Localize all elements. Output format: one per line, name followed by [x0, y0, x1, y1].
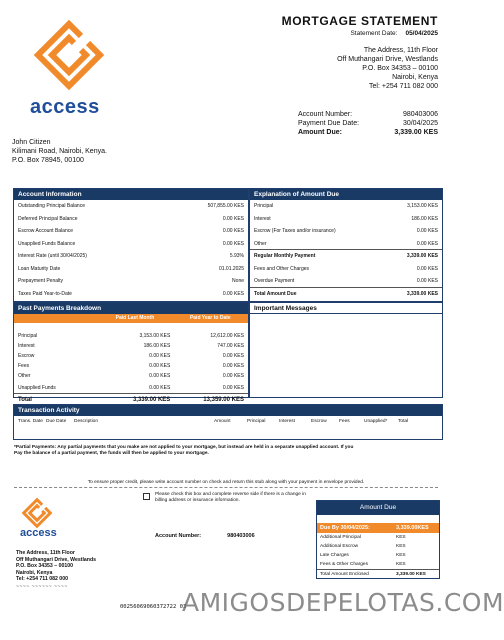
- past-payment-row: [14, 341, 248, 351]
- account-info-row: [14, 213, 248, 226]
- account-info-row: [14, 288, 248, 301]
- stub-total-row: [317, 569, 439, 578]
- account-info-row: [14, 275, 248, 288]
- col-amount: Amount: [214, 419, 231, 424]
- col-fees: Fees: [339, 419, 350, 424]
- past-payments-panel: [13, 302, 249, 403]
- access-logo-icon: [34, 20, 104, 90]
- address-change-checkbox[interactable]: [143, 493, 150, 500]
- past-payment-row: [14, 371, 248, 381]
- partial-payment-note-bold: *Partial Payments: Any partial payments that you make are not applied to your mortgage, but instead are held in a separate unapplied account. If you: [14, 445, 354, 450]
- account-info-row: [14, 238, 248, 251]
- explanation-row-value: 0.00 KES: [416, 240, 438, 247]
- explanation-row-label: Escrow (For Taxes and/or insurance): [254, 228, 336, 234]
- explanation-row-label: Total Amount Due: [254, 290, 297, 297]
- stub-amount-row: [317, 551, 439, 560]
- important-messages-header: Important Messages: [250, 303, 442, 314]
- past-payment-ytd: 0.00 KES: [222, 385, 244, 391]
- stub-amount-input[interactable]: KES: [396, 553, 406, 558]
- past-payment-row: [14, 351, 248, 361]
- past-payment-last: 0.00 KES: [149, 373, 171, 379]
- explanation-row-value: 3,339.00 KES: [406, 253, 438, 259]
- past-payments-header: Past Payments Breakdown: [14, 303, 248, 314]
- account-information-rows: [14, 200, 248, 300]
- watermark-text: AMIGOSDEPELOTAS.COM: [182, 588, 504, 617]
- stub-amount-label: Additional Escrow: [320, 544, 359, 549]
- col-trans-date: Trans. Date: [18, 419, 43, 424]
- explanation-row: [250, 213, 442, 226]
- past-payment-label: Escrow: [18, 353, 35, 359]
- due-by-label: Due By 30/04/2025:: [320, 525, 370, 531]
- col-unapplied: Unapplied*: [364, 419, 388, 424]
- customer-name: John Citizen: [12, 139, 51, 146]
- explanation-row: [250, 263, 442, 276]
- past-payment-last: 0.00 KES: [149, 385, 171, 391]
- total-last-month: 3,339.00 KES: [132, 397, 171, 403]
- past-payment-ytd: 0.00 KES: [222, 373, 244, 379]
- past-payment-ytd: 12,612.00 KES: [210, 333, 244, 339]
- stub-amount-input[interactable]: KES: [396, 535, 406, 540]
- account-info-row-value: 01.01.2025: [218, 265, 244, 272]
- statement-date-value: 05/04/2025: [405, 30, 438, 37]
- partial-payment-note: [14, 445, 440, 457]
- account-information-header: Account Information: [14, 189, 248, 200]
- stub-amount-input[interactable]: KES: [396, 544, 406, 549]
- explanation-row-label: Fees and Other Charges: [254, 265, 310, 272]
- past-payment-label: Unapplied Funds: [18, 385, 56, 391]
- explanation-row: [250, 288, 442, 301]
- explanation-row: [250, 275, 442, 288]
- account-info-row-label: Deferred Principal Balance: [18, 215, 78, 222]
- explanation-row: [250, 200, 442, 213]
- stub-amount-label: Additional Principal: [320, 535, 361, 540]
- past-payment-ytd: 747.00 KES: [217, 343, 244, 349]
- explanation-row: [250, 250, 442, 263]
- stub-address-line: Nairobi, Kenya: [16, 569, 53, 576]
- account-info-row-value: None: [232, 278, 244, 284]
- stub-amount-row: [317, 533, 439, 542]
- stub-address-line: The Address, 11th Floor: [16, 550, 75, 556]
- explanation-row: [250, 238, 442, 251]
- address-line: Tel: +254 711 082 000: [369, 83, 438, 90]
- stub-account-number: [155, 533, 255, 539]
- stub-amount-rows: [317, 533, 439, 569]
- amount-due-label: Amount Due:: [298, 129, 342, 136]
- stub-logo-icon: [22, 498, 52, 528]
- transaction-activity-panel: [13, 404, 443, 440]
- stub-address-line: Tel: +254 711 082 000: [16, 576, 68, 582]
- stub-amount-input[interactable]: KES: [396, 562, 406, 567]
- total-enclosed-label: Total Amount Enclosed: [320, 572, 369, 577]
- check-box-note: Please check this box and complete reverse side if there is a change in billing address or insurance information.: [155, 492, 306, 503]
- col-total: Total: [398, 419, 409, 424]
- stub-amount-label: Late Charges: [320, 553, 349, 558]
- account-number: 980403006: [402, 111, 438, 118]
- total-label: Total: [18, 397, 32, 403]
- total-year-to-date: 13,359.00 KES: [203, 397, 244, 403]
- account-info-row-label: Escrow Account Balance: [18, 228, 74, 234]
- coupon-credit-text: To ensure proper credit, please write account number on check and return this stub along with your payment in envelope provided.: [87, 480, 365, 485]
- explanation-row-label: Regular Monthly Payment: [254, 253, 316, 259]
- explanation-row-label: Interest: [254, 215, 271, 222]
- explanation-row-label: Overdue Payment: [254, 278, 295, 284]
- stub-due-by-row: [317, 523, 439, 533]
- stub-amount-label: Fees & Other Charges: [320, 562, 368, 567]
- explanation-row-value: 3,339.00 KES: [406, 290, 438, 297]
- past-payment-ytd: 0.00 KES: [222, 353, 244, 359]
- account-info-row-value: 5.93%: [229, 253, 244, 259]
- explanation-row-value: 0.00 KES: [416, 265, 438, 272]
- micr-line: 00256069060372722 03: [120, 604, 187, 610]
- account-info-row-value: 0.00 KES: [222, 290, 244, 297]
- total-enclosed-value[interactable]: 3,339.00 KES: [396, 572, 426, 577]
- payment-due-date-label: Payment Due Date:: [298, 120, 360, 127]
- col-principal: Principal: [247, 419, 266, 424]
- stub-amount-row: [317, 542, 439, 551]
- signature-scribble: ~~~~ ~~~~~~ ~~~~: [16, 584, 68, 590]
- explanation-panel: [249, 188, 443, 302]
- transaction-columns: [14, 416, 442, 428]
- stub-account-number-label: Account Number:: [155, 533, 202, 539]
- stub-amount-due-panel: [316, 500, 440, 579]
- explanation-row-value: 0.00 KES: [416, 228, 438, 234]
- tear-line: [14, 487, 438, 488]
- account-info-row: [14, 225, 248, 238]
- past-payment-label: Principal: [18, 333, 38, 339]
- col-description: Description: [74, 419, 98, 424]
- account-info-row-label: Taxes Paid Year-to-Date: [18, 290, 72, 297]
- account-info-row-label: Loan Maturity Date: [18, 265, 61, 272]
- explanation-header: Explanation of Amount Due: [250, 189, 442, 200]
- past-payments-column-headers: [14, 314, 248, 323]
- account-info-row-value: 0.00 KES: [222, 228, 244, 234]
- stub-address-line: P.O. Box 34353 – 00100: [16, 563, 74, 569]
- account-summary: [298, 110, 438, 137]
- statement-date: [350, 30, 438, 37]
- account-info-row: [14, 263, 248, 276]
- address-line: The Address, 11th Floor: [363, 47, 438, 54]
- explanation-row-label: Other: [254, 240, 267, 247]
- paid-year-to-date-header: Paid Year to Date: [189, 315, 231, 321]
- account-info-row-value: 0.00 KES: [222, 240, 244, 247]
- past-payment-last: 186.00 KES: [143, 343, 171, 349]
- statement-title: MORTGAGE STATEMENT: [281, 14, 438, 28]
- account-information-panel: [13, 188, 249, 302]
- account-info-row-label: Prepayment Penalty: [18, 278, 64, 284]
- address-line: P.O. Box 34353 – 00100: [362, 65, 438, 72]
- account-info-row-value: 0.00 KES: [222, 215, 244, 222]
- col-escrow: Escrow: [311, 419, 327, 424]
- payment-due-date: 30/04/2025: [402, 120, 438, 127]
- customer-address: [12, 138, 107, 165]
- partial-payment-note-line2: Pay the balance of a partial payment, the funds will then be applied to your mortgage.: [14, 451, 209, 456]
- bank-address: [337, 46, 438, 91]
- account-info-row-label: Interest Rate (until 30/04/2025): [18, 253, 87, 259]
- past-payment-last: 3,153.00 KES: [139, 333, 171, 339]
- past-payment-row: [14, 383, 248, 393]
- customer-address-line: P.O. Box 78945, 00100: [12, 157, 84, 164]
- past-payment-label: Interest: [18, 343, 35, 349]
- address-line: Nairobi, Kenya: [392, 74, 438, 81]
- stub-address-line: Off Muthangari Drive, Westlands: [16, 556, 97, 563]
- past-payments-rows: [14, 331, 248, 393]
- past-payment-row: [14, 361, 248, 371]
- past-payment-label: Other: [18, 373, 31, 379]
- past-payment-last: 0.00 KES: [149, 363, 171, 369]
- account-number-label: Account Number:: [298, 111, 353, 118]
- transaction-activity-header: Transaction Activity: [14, 405, 442, 416]
- account-info-row: [14, 200, 248, 213]
- stub-amount-due-title: Amount Due: [317, 501, 439, 515]
- brand-logo-text: access: [30, 96, 100, 118]
- stub-amount-row: [317, 560, 439, 569]
- past-payment-row: [14, 331, 248, 341]
- address-line: Off Muthangari Drive, Westlands: [337, 56, 438, 63]
- explanation-row: [250, 225, 442, 238]
- stub-account-number-value: 980403006: [227, 533, 255, 539]
- stub-address: [16, 550, 96, 583]
- past-payment-label: Fees: [18, 363, 30, 369]
- explanation-rows: [250, 200, 442, 300]
- past-payment-last: 0.00 KES: [149, 353, 171, 359]
- important-messages-panel: [249, 302, 443, 398]
- due-by-value: 3,339.00KES: [396, 525, 429, 531]
- account-info-row-value: 507,855.00 KES: [207, 203, 244, 209]
- statement-date-label: Statement Date:: [350, 30, 398, 37]
- past-payment-ytd: 0.00 KES: [222, 363, 244, 369]
- customer-address-line: Kilimani Road, Nairobi, Kenya.: [12, 148, 107, 155]
- account-info-row-label: Outstanding Principal Balance: [18, 203, 85, 209]
- paid-last-month-header: Paid Last Month: [115, 315, 155, 321]
- stub-logo-text: access: [20, 527, 57, 539]
- col-interest: Interest: [279, 419, 295, 424]
- account-info-row-label: Unapplied Funds Balance: [18, 240, 76, 247]
- col-due-date: Due Date: [46, 419, 67, 424]
- account-info-row: [14, 250, 248, 263]
- explanation-row-value: 186.00 KES: [411, 215, 438, 222]
- explanation-row-value: 0.00 KES: [416, 278, 438, 284]
- explanation-row-value: 3,153.00 KES: [407, 203, 438, 209]
- amount-due: 3,339.00 KES: [394, 129, 438, 136]
- explanation-row-label: Principal: [254, 203, 274, 209]
